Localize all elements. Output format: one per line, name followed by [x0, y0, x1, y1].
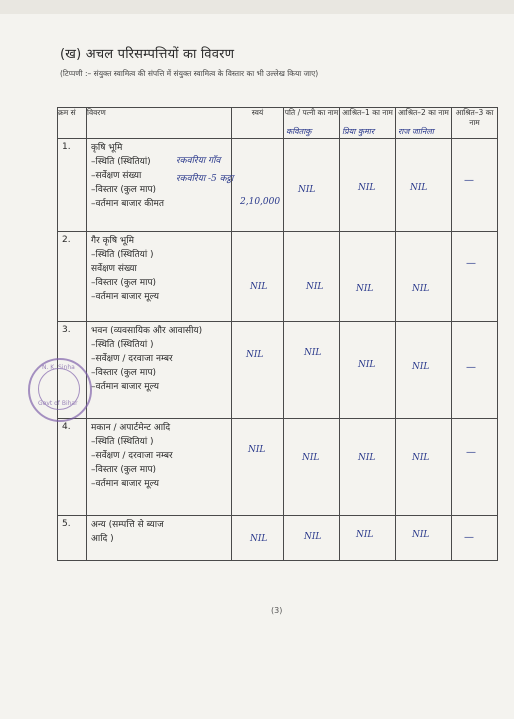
cell-self — [232, 232, 284, 322]
detail-line: –वर्तमान बाजार मूल्य — [91, 382, 159, 392]
table-row — [58, 232, 498, 322]
handwritten-dash: — — [464, 175, 474, 186]
section-note: (टिप्पणी :– संयुक्त स्वामित्व की संपत्ति में संयुक्त स्वामित्व के विस्तार का भी उल्लेख किया जाए) — [60, 69, 319, 78]
assets-table — [57, 107, 498, 561]
cell-dep1 — [340, 322, 396, 419]
handwritten-nil: NIL — [412, 530, 430, 540]
row-details — [87, 232, 232, 322]
stamp-line-2: Govt of Bihar — [38, 400, 78, 407]
page-number: (3) — [271, 606, 283, 615]
handwritten-nil: NIL — [302, 453, 320, 463]
header-spouse-label: पति / पत्नी का नाम — [284, 108, 339, 117]
table-row — [58, 516, 498, 561]
handwritten-location: रकवरिया गाँव — [176, 156, 221, 166]
handwritten-nil: NIL — [298, 185, 316, 195]
stamp-line-1: N. K. Sinha — [42, 364, 75, 371]
cell-spouse — [284, 516, 340, 561]
row-number: 1. — [58, 139, 87, 232]
cell-self — [232, 419, 284, 516]
row-number: 5. — [58, 516, 87, 561]
handwritten-nil: NIL — [412, 453, 430, 463]
detail-line: –वर्तमान बाजार मूल्य — [91, 479, 159, 489]
handwritten-nil: NIL — [356, 284, 374, 294]
cell-spouse — [284, 232, 340, 322]
detail-line: –विस्तार (कुल माप) — [91, 465, 157, 475]
row-number: 2. — [58, 232, 87, 322]
cell-dep2 — [396, 516, 452, 561]
handwritten-nil: NIL — [248, 445, 266, 455]
table-row — [58, 419, 498, 516]
header-dep3: आश्रित–3 का नाम — [452, 108, 498, 139]
detail-line: –सर्वेक्षण / दरवाजा नम्बर — [91, 354, 173, 364]
handwritten-nil: NIL — [250, 534, 268, 544]
detail-line: –स्थिति (स्थितियां ) — [91, 340, 154, 350]
detail-line: आदि ) — [91, 534, 114, 544]
cell-dep3 — [452, 322, 498, 419]
header-dep1 — [340, 108, 396, 139]
cell-dep3 — [452, 516, 498, 561]
cell-dep1 — [340, 419, 396, 516]
detail-line: –सर्वेक्षण / दरवाजा नम्बर — [91, 451, 173, 461]
detail-line: अन्य (सम्पत्ति से ब्याज — [91, 520, 164, 530]
handwritten-nil: NIL — [304, 348, 322, 358]
cell-self — [232, 322, 284, 419]
detail-line: –सर्वेक्षण संख्या — [91, 171, 142, 181]
detail-line: भवन (व्यवसायिक और आवासीय) — [91, 326, 203, 336]
handwritten-dash: — — [466, 362, 476, 373]
cell-dep1 — [340, 232, 396, 322]
header-dep2-label: आश्रित–2 का नाम — [398, 108, 449, 117]
row-details — [87, 419, 232, 516]
detail-line: –विस्तार (कुल माप) — [91, 368, 157, 378]
detail-line: –वर्तमान बाजार मूल्य — [91, 292, 159, 302]
handwritten-nil: NIL — [306, 282, 324, 292]
cell-spouse — [284, 139, 340, 232]
detail-line: –विस्तार (कुल माप) — [91, 185, 157, 195]
cell-self — [232, 516, 284, 561]
detail-line: –स्थिति (स्थितियां ) — [91, 250, 154, 260]
detail-line: मकान / अपार्टमेन्ट आदि — [91, 423, 171, 433]
handwritten-nil: NIL — [358, 183, 376, 193]
handwritten-nil: NIL — [412, 284, 430, 294]
handwritten-dash: — — [466, 258, 476, 269]
cell-self — [176, 139, 284, 232]
detail-line: गैर कृषि भूमि — [91, 236, 134, 246]
detail-line: सर्वेक्षण संख्या — [91, 264, 137, 274]
row-details — [87, 322, 232, 419]
table-row — [58, 322, 498, 419]
page-top-edge — [0, 0, 514, 14]
detail-line: कृषि भूमि — [91, 143, 123, 153]
handwritten-dash: — — [464, 532, 474, 543]
cell-dep1 — [340, 139, 396, 232]
row-number: 3. — [58, 322, 87, 419]
header-self: स्वयं — [232, 108, 284, 139]
handwritten-nil: NIL — [358, 453, 376, 463]
detail-line: –विस्तार (कुल माप) — [91, 278, 157, 288]
cell-dep3 — [452, 139, 498, 232]
cell-dep2 — [396, 232, 452, 322]
handwritten-nil: NIL — [412, 362, 430, 372]
table-header-row — [58, 108, 498, 139]
handwritten-extent: रकवरिया -5 कट्ठा — [176, 174, 234, 184]
handwritten-nil: NIL — [356, 530, 374, 540]
header-serial: क्रम सं — [58, 108, 87, 139]
header-details: विवरण — [87, 108, 232, 139]
handwritten-nil: NIL — [410, 183, 428, 193]
header-dep2 — [396, 108, 452, 139]
handwritten-nil: NIL — [304, 532, 322, 542]
row-details — [87, 516, 232, 561]
handwritten-value: 2,10,000 — [240, 197, 281, 207]
detail-line: –वर्तमान बाजार कीमत — [91, 199, 164, 209]
cell-dep1 — [340, 516, 396, 561]
handwritten-dash: — — [466, 447, 476, 458]
handwritten-spouse-name: कविताकु — [286, 127, 312, 136]
cell-dep2 — [396, 139, 452, 232]
row-number: 4. — [58, 419, 87, 516]
detail-line: –स्थिति (स्थितियां ) — [91, 437, 154, 447]
cell-dep3 — [452, 232, 498, 322]
handwritten-dep1-name: प्रिया कुमार — [342, 127, 375, 136]
cell-dep2 — [396, 419, 452, 516]
header-spouse — [284, 108, 340, 139]
handwritten-nil: NIL — [358, 360, 376, 370]
detail-line: –स्थिति (स्थितियां) — [91, 157, 151, 167]
handwritten-nil: NIL — [246, 350, 264, 360]
table-row — [58, 139, 498, 232]
official-seal-stamp — [28, 358, 92, 422]
cell-spouse — [284, 419, 340, 516]
cell-spouse — [284, 322, 340, 419]
section-title: (ख) अचल परिसम्पत्तियों का विवरण — [60, 47, 235, 62]
handwritten-nil: NIL — [250, 282, 268, 292]
cell-dep3 — [452, 419, 498, 516]
handwritten-dep2-name: राज जानिला — [398, 127, 434, 136]
cell-dep2 — [396, 322, 452, 419]
header-dep1-label: आश्रित–1 का नाम — [342, 108, 393, 117]
